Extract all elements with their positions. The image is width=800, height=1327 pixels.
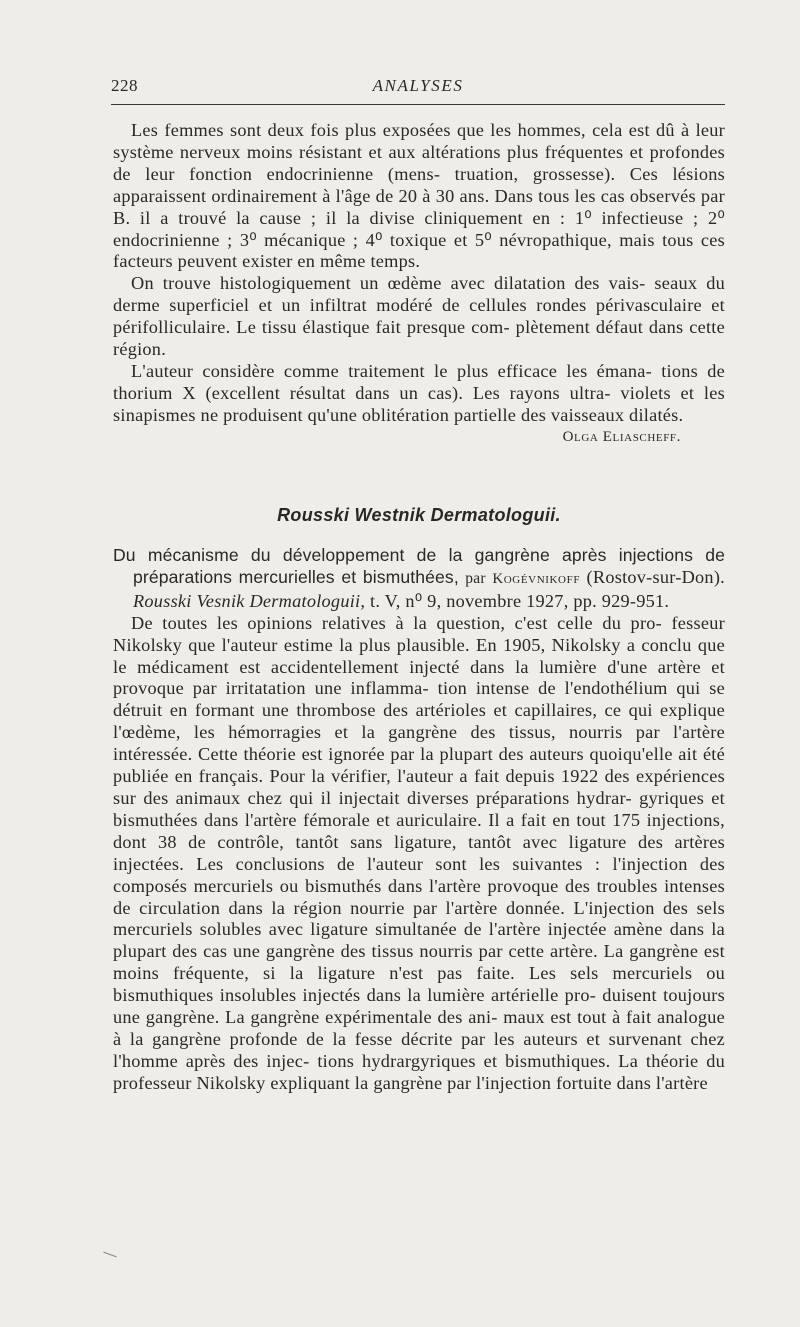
review-continuation	[113, 120, 725, 449]
margin-mark	[103, 1252, 116, 1258]
article-place: (Rostov-sur-Don).	[586, 566, 725, 587]
reviewer-signature: Olga Eliascheff.	[562, 428, 681, 445]
article-journal-ref: Rousski Vesnik Dermatologuii,	[133, 590, 366, 611]
page-header	[111, 76, 725, 100]
review-paragraph-3	[113, 360, 725, 445]
article-review	[113, 545, 725, 1095]
journal-heading: Rousski Westnik Dermatologuii.	[277, 505, 561, 525]
article-by: par	[465, 569, 486, 587]
article-text: De toutes les opinions relatives à la question, c'est celle du pro- fesseur Nikolsky que l'auteur estime la plus plausible. En 1905, Nikolsky a conclu que le médicament est accidentellement injecté dans la lumière d'une artère et provoque par irritatation une inflamma- tion intense de l'endothélium qui se détruit en formant une thrombose des artérioles et capillaires, ce qui explique l'œdème, les hémorragies et la gangrène des tissus, nourris par l'artère intéressée. Cette théorie est ignorée par la plupart des auteurs quoiqu'elle ait été publiée en français. Pour la vérifier, l'auteur a fait depuis 1922 des expériences sur des animaux chez qui il injectait diverses préparations hydrar- gyriques et bismuthées dans l'artère fémorale et auriculaire. Il a fait en tout 175 injections, dont 38 de contrôle, tantôt sans ligature, tantôt avec ligature des artères injectées. Les conclusions de l'auteur sont les suivantes : l'injection des composés mercuriels ou bismuthés dans l'artère provoque des troubles intenses de circulation dans la région nourrie par l'artère donnée. L'injection des sels mercuriels solubles avec ligature simultanée de l'artère injectée amène dans la plupart des cas une gangrène des tissus nourris par cette artère. La gangrène est moins fréquente, si la ligature n'est pas faite. Les sels mercuriels ou bismuthiques insolubles injectés dans la lumière artérielle pro- duisent toujours une gangrène. La gangrène expérimentale des ani- maux est tout à fait analogue à la gangrène profonde de la fesse décrite par les auteurs et survenant chez l'homme après des injec- tions hydrargyriques et bismuthiques. La théorie du professeur Nikolsky expliquant la gangrène par l'injection fortuite dans l'artère	[113, 612, 725, 1093]
header-rule	[111, 104, 725, 105]
review-paragraph-3-text: L'auteur considère comme traitement le plus efficace les émana- tions de thorium X (excellent résultat dans un cas). Les rayons ultra- violets et les sinapismes ne produisent qu'une oblitération partielle des vaisseaux dilatés.	[113, 360, 725, 425]
running-title: ANALYSES	[372, 76, 464, 95]
page-number: 228	[111, 76, 138, 95]
article-heading	[113, 545, 725, 613]
article-author: Kogévnikoff	[492, 570, 581, 587]
review-paragraph-2: On trouve histologiquement un œdème avec dilatation des vais- seaux du derme superficiel et un infiltrat modéré de cellules rondes périvasculaire et périfolliculaire. Le tissu élastique fait presque com- plètement défaut dans cette région.	[113, 273, 725, 360]
review-paragraph-1: Les femmes sont deux fois plus exposées que les hommes, cela est dû à leur système nerveux moins résistant et aux altérations plus fréquentes et profondes de leur fonction endocrinienne (mens- truation, grossesse). Ces lésions apparaissent ordinairement à l'âge de 20 à 30 ans. Dans tous les cas observés par B. il a trouvé la cause ; il la divise cliniquement en : 1⁰ infectieuse ; 2⁰ endocrinienne ; 3⁰ mécanique ; 4⁰ toxique et 5⁰ névropathique, mais tous ces facteurs peuvent exister en même temps.	[113, 120, 725, 272]
article-title: Du mécanisme du développement de la gangrène après injections de préparations mercurielles et bismuthées,	[113, 545, 725, 587]
article-reference: t. V, n⁰ 9, novembre 1927, pp. 929-951.	[370, 590, 670, 611]
